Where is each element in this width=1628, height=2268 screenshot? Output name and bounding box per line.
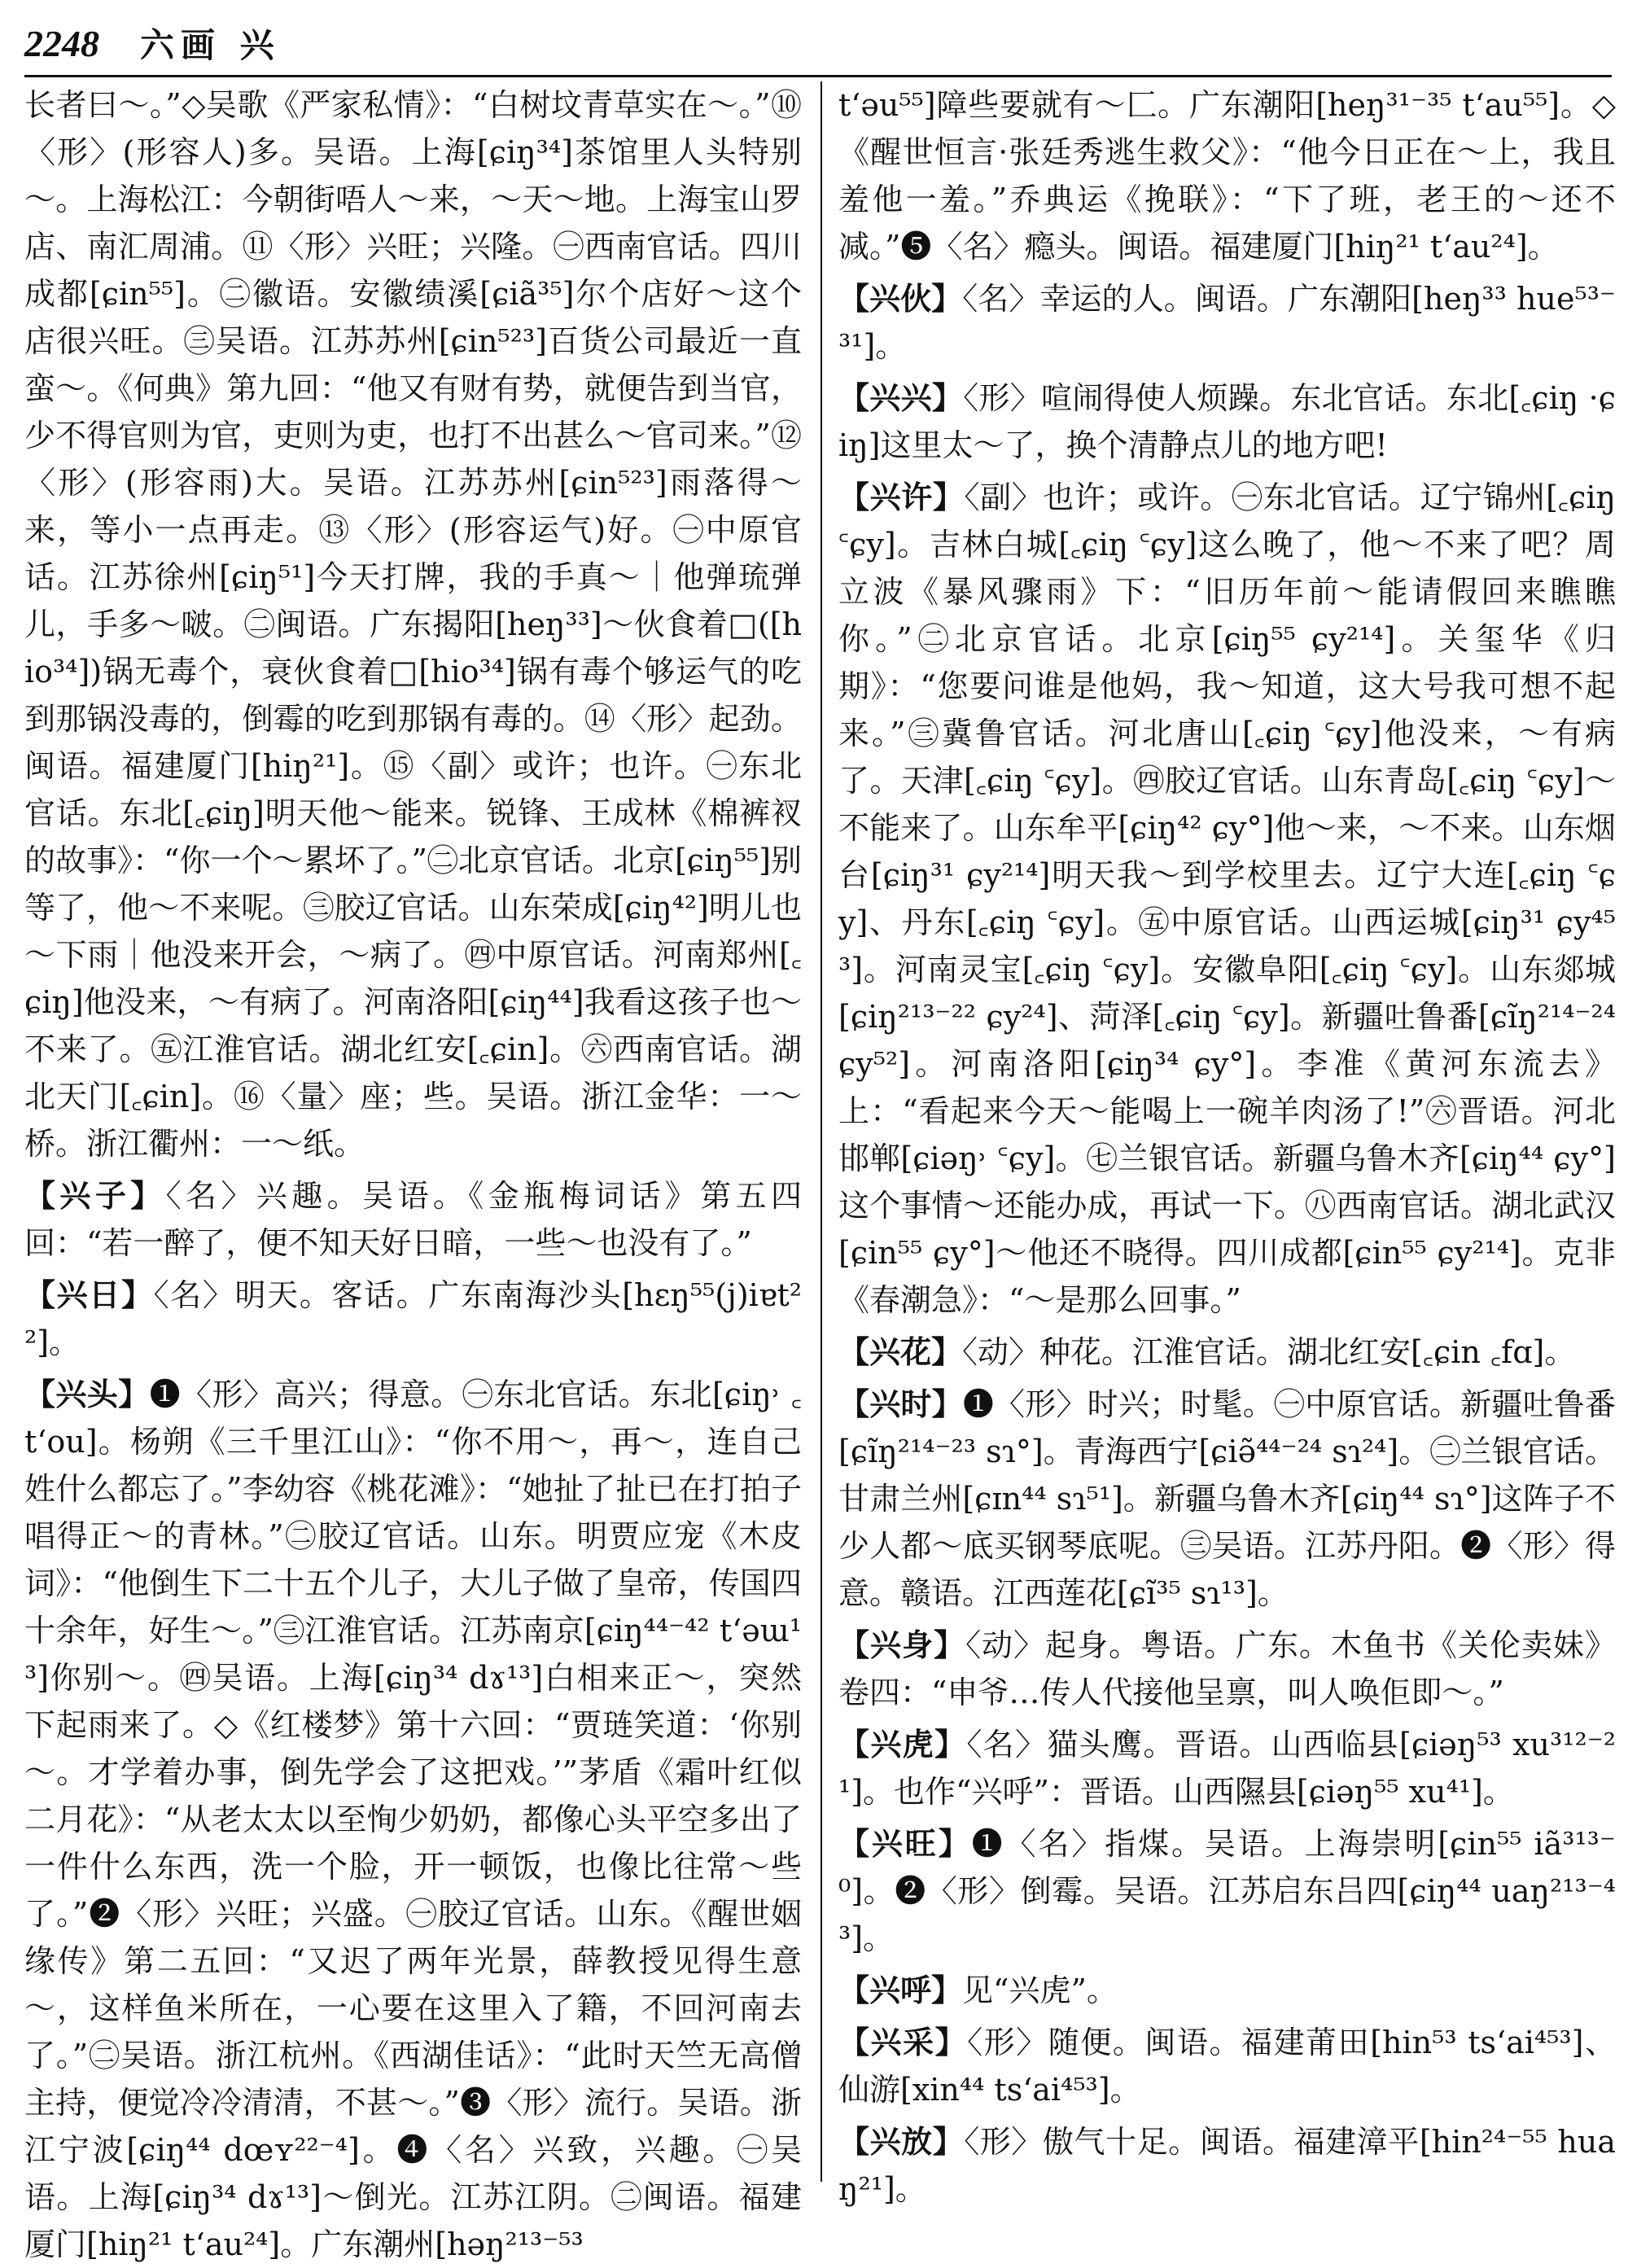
entry-headword: 【兴伙】 bbox=[838, 280, 963, 317]
entry-headword: 【兴兴】 bbox=[838, 379, 964, 416]
entry-definition: 〈副〉也许；或许。㊀东北官话。辽宁锦州[꜀ɕiŋ ꜂ɕy]。吉林白城[꜀ɕiŋ ꜂ɕy]这么晚了，他～不来了吧？周立波《暴风骤雨》下：“旧历年前～能请假回来瞧瞧你。”㊁北京官话。北京[ɕiŋ⁵⁵ ɕy²¹⁴]。关玺华《归期》：“您要问谁是他妈，我～知道，这大号我可想不起来。”㊂冀鲁官话。河北唐山[꜀ɕiŋ ꜂ɕy]他没来，～有病了。天津[꜀ɕiŋ ꜂ɕy]。㊃胶辽官话。山东青岛[꜀ɕiŋ ꜂ɕy]～不能来了。山东牟平[ɕiŋ⁴² ɕy°]他～来，～不来。山东烟台[ɕiŋ³¹ ɕy²¹⁴]明天我～到学校里去。辽宁大连[꜀ɕiŋ ꜂ɕy]、丹东[꜀ɕiŋ ꜂ɕy]。㊄中原官话。山西运城[ɕiŋ³¹ ɕy⁴⁵³]。河南灵宝[꜀ɕiŋ ꜂ɕy]。安徽阜阳[꜀ɕiŋ ꜂ɕy]。山东郯城[ɕiŋ²¹³⁻²² ɕy²⁴]、菏泽[꜀ɕiŋ ꜂ɕy]。新疆吐鲁番[ɕĩŋ²¹⁴⁻²⁴ ɕy⁵²]。河南洛阳[ɕiŋ³⁴ ɕy°]。李准《黄河东流去》上：“看起来今天～能喝上一碗羊肉汤了!”㊅晋语。河北邯郸[ɕiəŋ˒ ꜂ɕy]。㊆兰银官话。新疆乌鲁木齐[ɕiŋ⁴⁴ ɕy°]这个事情～还能办成，再试一下。㊇西南官话。湖北武汉[ɕin⁵⁵ ɕy°]～他还不晓得。四川成都[ɕin⁵⁵ ɕy²¹⁴]。克非《春潮急》：“～是那么回事。” bbox=[838, 479, 1616, 1318]
dictionary-entry bbox=[838, 1820, 1616, 1962]
entry-headword: 【兴花】 bbox=[838, 1333, 963, 1370]
entry-headword: 【兴旺】 bbox=[838, 1825, 972, 1862]
dictionary-entry bbox=[24, 1371, 802, 2268]
dictionary-entry bbox=[838, 1721, 1616, 1815]
continuation-text: tʻəu⁵⁵]障些要就有～匚。广东潮阳[heŋ³¹⁻³⁵ tʻau⁵⁵]。◇《醒世恒言·张廷秀逃生救父》：“他今日正在～上，我且羞他一羞。”乔典运《挽联》：“下了班，老王的～还不减。”❺〈名〉瘾头。闽语。福建厦门[hiŋ²¹ tʻau²⁴]。 bbox=[838, 87, 1616, 265]
section-title: 六画 兴 bbox=[140, 25, 281, 65]
dictionary-entry bbox=[24, 1172, 802, 1267]
entry-definition: 〈动〉种花。江淮官话。湖北红安[꜀ɕin ꜀fɑ]。 bbox=[962, 1334, 1576, 1370]
entry-definition: 〈名〉兴趣。吴语。《金瓶梅词话》第五四回：“若一醉了，便不知天好日暗，一些～也没有了。” bbox=[24, 1178, 802, 1261]
entry-headword: 【兴日】 bbox=[24, 1276, 154, 1313]
entry-headword: 【兴呼】 bbox=[838, 1972, 963, 2008]
entry-headword: 【兴放】 bbox=[838, 2123, 965, 2160]
entry-headword: 【兴子】 bbox=[24, 1177, 166, 1214]
dictionary-entry bbox=[838, 474, 1616, 1324]
entry-definition: 〈名〉猫头鹰。晋语。山西临县[ɕiəŋ⁵³ xu³¹²⁻²¹]。也作“兴呼”：晋语。山西隰县[ɕiəŋ⁵⁵ xu⁴¹]。 bbox=[838, 1727, 1616, 1810]
page-number: 2248 bbox=[24, 22, 99, 64]
entry-headword: 【兴许】 bbox=[838, 479, 965, 515]
entry-definition: 〈名〉幸运的人。闽语。广东潮阳[heŋ³³ hue⁵³⁻³¹]。 bbox=[838, 281, 1616, 364]
entry-headword: 【兴采】 bbox=[838, 2024, 968, 2060]
entry-headword: 【兴身】 bbox=[838, 1627, 965, 1663]
dictionary-entry bbox=[838, 1967, 1616, 2014]
dictionary-entry bbox=[24, 1272, 802, 1366]
entry-headword: 【兴头】 bbox=[24, 1376, 150, 1412]
dictionary-entry bbox=[838, 2118, 1616, 2213]
dictionary-entry bbox=[838, 1381, 1616, 1617]
entry-definition: ❶〈名〉指煤。吴语。上海崇明[ɕin⁵⁵ iã³¹³⁻⁰]。❷〈形〉倒霉。吴语。江苏启东吕四[ɕiŋ⁴⁴ uaŋ²¹³⁻⁴³]。 bbox=[838, 1826, 1616, 1956]
dictionary-entry bbox=[838, 1622, 1616, 1716]
dictionary-entry bbox=[838, 2019, 1616, 2113]
entry-definition: 见“兴虎”。 bbox=[962, 1972, 1118, 2008]
continuation-text: 长者曰～。”◇吴歌《严家私情》：“白树坟青草实在～。”⑩〈形〉(形容人)多。吴语。上海[ɕiŋ³⁴]茶馆里人头特别～。上海松江：今朝街唔人～来，～天～地。上海宝山罗店、南汇周浦。⑪〈形〉兴旺；兴隆。㊀西南官话。四川成都[ɕin⁵⁵]。㊁徽语。安徽绩溪[ɕiã³⁵]尔个店好～这个店很兴旺。㊂吴语。江苏苏州[ɕin⁵²³]百货公司最近一直蛮～。《何典》第九回：“他又有财有势，就便告到当官，少不得官则为官，吏则为吏，也打不出甚么～官司来。”⑫〈形〉(形容雨)大。吴语。江苏苏州[ɕin⁵²³]雨落得～来，等小一点再走。⑬〈形〉(形容运气)好。㊀中原官话。江苏徐州[ɕiŋ⁵¹]今天打牌，我的手真～｜他弹琉弹儿，手多～啵。㊁闽语。广东揭阳[heŋ³³]～伙食着□([hio³⁴])锅无毒个，衰伙食着□[hio³⁴]锅有毒个够运气的吃到那锅没毒的，倒霉的吃到那锅有毒的。⑭〈形〉起劲。闽语。福建厦门[hiŋ²¹]。⑮〈副〉或许；也许。㊀东北官话。东北[꜀ɕiŋ]明天他～能来。锐锋、王成林《棉裤衩的故事》：“你一个～累坏了。”㊁北京官话。北京[ɕiŋ⁵⁵]别等了，他～不来呢。㊂胶辽官话。山东荣成[ɕiŋ⁴²]明儿也～下雨｜他没来开会，～病了。㊃中原官话。河南郑州[꜀ɕiŋ]他没来，～有病了。河南洛阳[ɕiŋ⁴⁴]我看这孩子也～不来了。㊄江淮官话。湖北红安[꜀ɕin]。㊅西南官话。湖北天门[꜀ɕin]。⑯〈量〉座；些。吴语。浙江金华：一～桥。浙江衢州：一～纸。 bbox=[24, 87, 802, 1162]
entry-definition: 〈形〉傲气十足。闽语。福建漳平[hin²⁴⁻⁵⁵ huaŋ²¹]。 bbox=[838, 2124, 1616, 2207]
entry-definition: 〈动〉起身。粤语。广东。木鱼书《关伦卖妹》卷四：“申爷…传人代接他呈禀，叫人唤佢即～。” bbox=[838, 1627, 1616, 1710]
dictionary-entry bbox=[838, 374, 1616, 469]
dictionary-entry bbox=[838, 1329, 1616, 1376]
left-column bbox=[24, 81, 802, 2262]
entry-definition: 〈形〉随便。闽语。福建莆田[hin⁵³ tsʻai⁴⁵³]、仙游[xin⁴⁴ tsʻai⁴⁵³]。 bbox=[838, 2025, 1616, 2108]
page-header bbox=[24, 15, 1612, 72]
entry-definition: 〈名〉明天。客话。广东南海沙头[hɛŋ⁵⁵(j)iɐt²²]。 bbox=[24, 1277, 802, 1360]
dictionary-entry bbox=[838, 275, 1616, 370]
entry-definition: ❶〈形〉高兴；得意。㊀东北官话。东北[ɕiŋ˒ ꜀tʻou]。杨朔《三千里江山》：“你不用～，再～，连自己姓什么都忘了。”李幼容《桃花滩》：“她扯了扯已在打拍子唱得正～的青林。”㊁胶辽官话。山东。明贾应宠《木皮词》：“他倒生下二十五个儿子，大儿子做了皇帝，传国四十余年，好生～。”㊂江淮官话。江苏南京[ɕiŋ⁴⁴⁻⁴² tʻəɯ¹³]你别～。㊃吴语。上海[ɕiŋ³⁴ dɤ¹³]白相来正～，突然下起雨来了。◇《红楼梦》第十六回：“贾琏笑道：‘你别～。才学着办事，倒先学会了这把戏。’”茅盾《霜叶红似二月花》：“从老太太以至恂少奶奶，都像心头平空多出了一件什么东西，洗一个脸，开一顿饭，也像比往常～些了。”❷〈形〉兴旺；兴盛。㊀胶辽官话。山东。《醒世姻缘传》第二五回：“又迟了两年光景，薛教授见得生意～，这样鱼米所在，一心要在这里入了籍，不回河南去了。”㊁吴语。浙江杭州。《西湖佳话》：“此时天竺无高僧主持，便觉冷冷清清，不甚～。”❸〈形〉流行。吴语。浙江宁波[ɕiŋ⁴⁴ dœʏ²²⁻⁴]。❹〈名〉兴致，兴趣。㊀吴语。上海[ɕiŋ³⁴ dɤ¹³]～倒光。江苏江阴。㊁闽语。福建厦门[hiŋ²¹ tʻau²⁴]。广东潮州[həŋ²¹³⁻⁵³ bbox=[24, 1377, 802, 2262]
header-rule bbox=[24, 75, 1612, 77]
entry-definition: 〈形〉喧闹得使人烦躁。东北官话。东北[꜀ɕiŋ ·ɕiŋ]这里太～了，换个清静点儿的地方吧! bbox=[838, 380, 1616, 463]
entry-definition: ❶〈形〉时兴；时髦。㊀中原官话。新疆吐鲁番[ɕĩŋ²¹⁴⁻²³ sɿ°]。青海西宁[ɕiə̃⁴⁴⁻²⁴ sɿ²⁴]。㊁兰银官话。甘肃兰州[ɕɪn⁴⁴ sɿ⁵¹]。新疆乌鲁木齐[ɕiŋ⁴⁴ sɿ°]这阵子不少人都～底买钢琴底呢。㊂吴语。江苏丹阳。❷〈形〉得意。赣语。江西莲花[ɕĩ³⁵ sɿ¹³]。 bbox=[838, 1386, 1616, 1611]
entry-headword: 【兴虎】 bbox=[838, 1726, 967, 1762]
column-divider bbox=[821, 81, 822, 2182]
entry-headword: 【兴时】 bbox=[838, 1386, 963, 1422]
right-column bbox=[838, 81, 1616, 2207]
